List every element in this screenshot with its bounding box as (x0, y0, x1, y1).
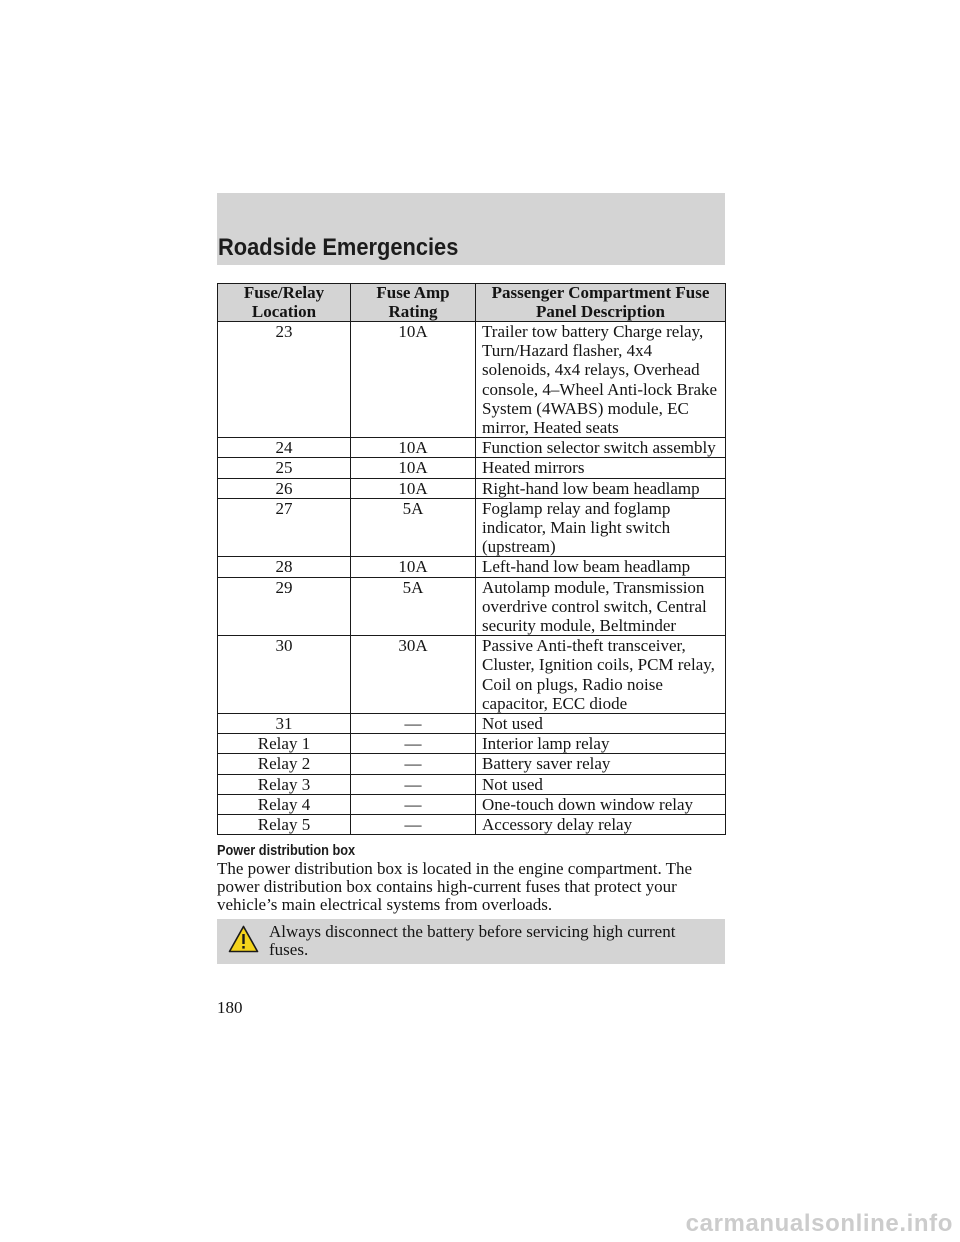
table-row (218, 498, 726, 557)
header-line: Rating (388, 301, 438, 321)
fuse-description-cell (476, 438, 726, 458)
table-row (218, 478, 726, 498)
section-heading: Power distribution box (217, 842, 356, 859)
description-line: Heated mirrors (482, 458, 585, 478)
warning-line: fuses. (269, 940, 309, 959)
section-paragraph (217, 860, 692, 914)
fuse-amp-cell: — (351, 714, 476, 734)
header-location (218, 284, 351, 322)
table-row (218, 794, 726, 814)
description-line: Not used (482, 774, 543, 794)
table-row (218, 438, 726, 458)
paragraph-line: The power distribution box is located in the engine compartment. The (217, 859, 693, 878)
fuse-location-cell: 24 (218, 438, 351, 458)
description-line: Cluster, Ignition coils, PCM relay, (482, 655, 715, 675)
description-line: solenoids, 4x4 relays, Overhead (482, 360, 700, 380)
fuse-location-cell: 30 (218, 636, 351, 714)
fuse-location-cell: 23 (218, 322, 351, 438)
fuse-description-cell (476, 774, 726, 794)
fuse-amp-cell: 10A (351, 322, 476, 438)
fuse-location-cell: 29 (218, 577, 351, 636)
page-number: 180 (217, 998, 243, 1017)
paragraph-line: power distribution box contains high-current fuses that protect your (217, 877, 677, 896)
chapter-header-band (217, 193, 725, 265)
description-line: Battery saver relay (482, 754, 611, 774)
warning-box (217, 919, 725, 964)
header-line: Fuse/Relay (243, 283, 325, 302)
description-line: One-touch down window relay (482, 794, 694, 814)
fuse-location-cell: 31 (218, 714, 351, 734)
header-line: Fuse Amp (376, 283, 450, 302)
fuse-location-cell: 28 (218, 557, 351, 577)
fuse-description-cell (476, 754, 726, 774)
header-amp-rating (351, 284, 476, 322)
description-line: Function selector switch assembly (482, 438, 716, 458)
table-row (218, 774, 726, 794)
fuse-location-cell: 25 (218, 458, 351, 478)
fuse-amp-cell: — (351, 815, 476, 835)
warning-triangle-icon (228, 925, 259, 953)
description-line: Interior lamp relay (482, 734, 610, 754)
fuse-amp-cell: — (351, 774, 476, 794)
table-row (218, 458, 726, 478)
fuse-description-cell (476, 714, 726, 734)
description-line: Left-hand low beam headlamp (482, 557, 691, 577)
description-line: System (4WABS) module, EC (482, 398, 689, 418)
description-line: indicator, Main light switch (482, 518, 671, 538)
header-line: Location (251, 301, 317, 321)
description-line: Trailer tow battery Charge relay, (482, 322, 704, 341)
table-row (218, 815, 726, 835)
fuse-location-cell: Relay 5 (218, 815, 351, 835)
fuse-table (217, 283, 726, 835)
fuse-amp-cell: 30A (351, 636, 476, 714)
header-line: Passenger Compartment Fuse (491, 283, 710, 302)
paragraph-line: vehicle’s main electrical systems from overloads. (217, 895, 553, 914)
fuse-amp-cell: 10A (351, 438, 476, 458)
header-description (476, 284, 726, 322)
fuse-amp-cell: — (351, 734, 476, 754)
fuse-description-cell (476, 458, 726, 478)
table-header-row (218, 284, 726, 322)
table-row (218, 734, 726, 754)
fuse-location-cell: 26 (218, 478, 351, 498)
fuse-location-cell: Relay 4 (218, 794, 351, 814)
description-line: Turn/Hazard flasher, 4x4 (482, 341, 653, 361)
fuse-amp-cell: 10A (351, 478, 476, 498)
fuse-description-cell (476, 577, 726, 636)
fuse-amp-cell: 10A (351, 458, 476, 478)
description-line: mirror, Heated seats (482, 418, 619, 438)
fuse-amp-cell: — (351, 794, 476, 814)
description-line: Right-hand low beam headlamp (482, 478, 700, 498)
fuse-description-cell (476, 322, 726, 438)
warning-line: Always disconnect the battery before servicing high current (269, 922, 676, 941)
fuse-amp-cell: 5A (351, 498, 476, 557)
fuse-location-cell: Relay 1 (218, 734, 351, 754)
fuse-description-cell (476, 636, 726, 714)
description-line: security module, Beltminder (482, 616, 677, 636)
fuse-description-cell (476, 815, 726, 835)
description-line: Foglamp relay and foglamp (482, 498, 671, 518)
description-line: overdrive control switch, Central (482, 596, 707, 616)
fuse-description-cell (476, 734, 726, 754)
description-line: Accessory delay relay (482, 815, 633, 835)
description-line: console, 4–Wheel Anti-lock Brake (482, 379, 718, 399)
description-line: Autolamp module, Transmission (482, 577, 705, 597)
fuse-location-cell: Relay 2 (218, 754, 351, 774)
description-line: Passive Anti-theft transceiver, (482, 636, 686, 656)
warning-text (269, 923, 675, 959)
fuse-description-cell (476, 478, 726, 498)
table-row (218, 577, 726, 636)
chapter-title: Roadside Emergencies (218, 234, 459, 261)
table-row (218, 754, 726, 774)
description-line: (upstream) (482, 537, 556, 557)
fuse-description-cell (476, 557, 726, 577)
fuse-location-cell: Relay 3 (218, 774, 351, 794)
watermark: carmanualsonline.info (685, 1210, 953, 1237)
table-row (218, 636, 726, 714)
description-line: Coil on plugs, Radio noise (482, 674, 663, 694)
table-row (218, 557, 726, 577)
table-row (218, 714, 726, 734)
fuse-amp-cell: 5A (351, 577, 476, 636)
fuse-description-cell (476, 498, 726, 557)
header-line: Panel Description (536, 301, 665, 321)
fuse-amp-cell: 10A (351, 557, 476, 577)
fuse-location-cell: 27 (218, 498, 351, 557)
table-row (218, 322, 726, 438)
fuse-amp-cell: — (351, 754, 476, 774)
description-line: capacitor, ECC diode (482, 693, 628, 713)
description-line: Not used (482, 714, 543, 734)
fuse-description-cell (476, 794, 726, 814)
